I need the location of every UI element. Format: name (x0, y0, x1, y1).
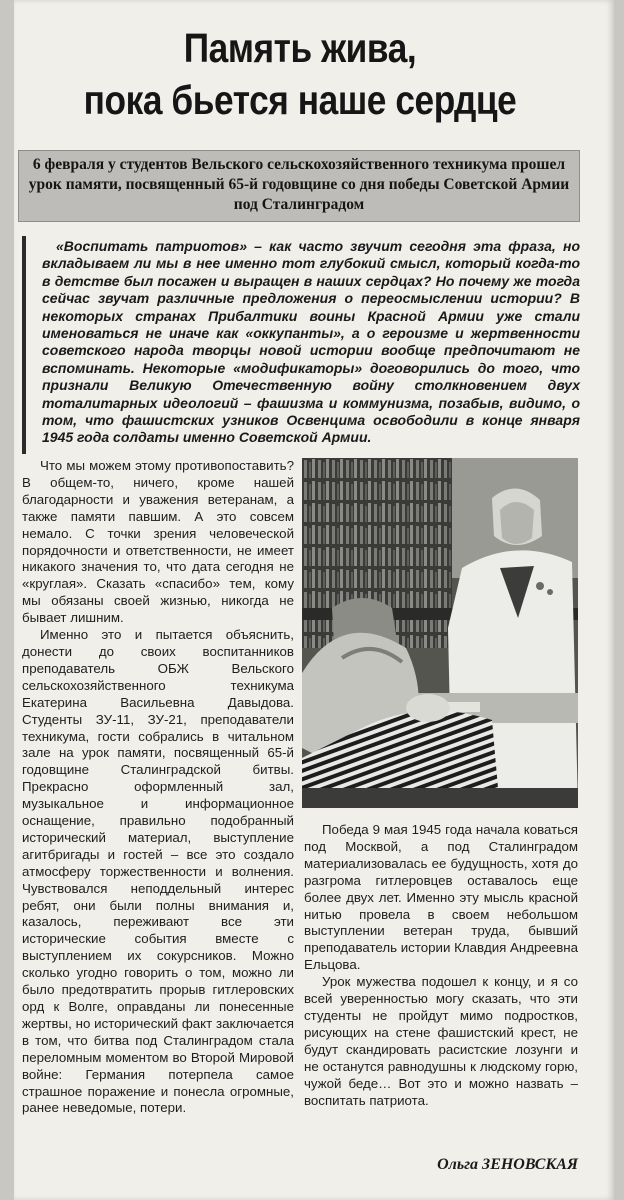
headline-line-2: пока бьется наше сердце (83, 77, 517, 123)
lead-paragraph: «Воспитать патриотов» – как часто звучит сегодня эта фраза, но вкладываем ли мы в нее именно тот глубокий смысл, который когда-то в детстве был посажен и выращен в наших сердцах? Но почему же тогда сейчас звучат различные предложения о переосмыслении истории? В некоторых странах Прибалтики воины Красной Армии уже стали именоваться не иначе как «оккупанты», а о героизме и жертвенности советского народа творцы новой истории вообще предпочитают не вспоминать. Некоторые «модификаторы» договорились до того, что признали Великую Отечественную войну столкновением двух тоталитарных идеологий – фашизма и коммунизма, позабыв, видимо, о том, что фашистских узников Освенцима освободили в конце января 1945 года солдаты именно Советской Армии. (22, 236, 582, 454)
left-paragraph-2: Именно это и пытается объяснить, донести до своих воспитанников преподаватель ОБЖ Вельского сельскохозяйственного техникума Екатерина Васильевна Давыдова. Студенты ЗУ-11, ЗУ-21, преподаватели техникума, гости собрались в читальном зале на урок памяти, посвященный 65-й годовщине Сталинградской битвы. Прекрасно оформленный зал, музыкальное и информационное оснащение, правильно подобранный исторический материал, выступление агитбригады и гостей – все это создало атмосферу торжественности и волнения. Чувствовался неподдельный интерес ребят, они были полны внимания и, казалось, переживают все эти исторические события вместе с выступлением их сокурсников. Можно сколько угодно говорить о том, можно ли было предотвратить прорыв гитлеровских орд к Волге, оправданы ли понесенные жертвы, но исторический факт заключается в том, что битва под Сталинградом стала переломным моментом во Второй Мировой войне: Германия потерпела самое страшное поражение и понесла огромные, ранее неведомые, потери. (22, 627, 294, 1116)
left-paragraph-1: Что мы можем этому противопоставить? В общем-то, ничего, кроме нашей благодарности и уважения ветеранам, а также памяти павшим. А это совсем немало. С точки зрения человеческой порядочности и ответственности, не имеет никакого значения то, что дата сегодня не «круглая». Сказать «спасибо» тем, кому мы обязаны своей жизнью, никогда не бывает лишним. (22, 458, 294, 626)
headline-line-1: Память жива, (183, 25, 417, 71)
author-signature: Ольга ЗЕНОВСКАЯ (437, 1156, 578, 1173)
subheading-box: 6 февраля у студентов Вельского сельскохозяйственного техникума прошел урок памяти, посвященный 65-й годовщине со дня победы Советской Армии под Сталинградом (18, 150, 580, 222)
right-paragraph-2: Урок мужества подошел к концу, и я со всей уверенностью могу сказать, что эти студенты не пройдут мимо подростков, рисующих на стене фашистский крест, не будут скандировать расистские лозунги и не останутся равнодушны к людскому горю, чужой беде… Вот это и можно назвать – воспитать патриота. (304, 974, 578, 1108)
headline (59, 22, 541, 126)
left-column (22, 458, 294, 1158)
classroom-photo (302, 458, 578, 808)
photo-illustration (302, 458, 578, 808)
right-column (304, 822, 578, 1158)
right-paragraph-1: Победа 9 мая 1945 года начала коваться под Москвой, а под Сталинградом материализовалась ее будущность, хотя до разгрома гитлеровцев оставалось еще более двух лет. Именно эту мысль красной нитью провела в своем небольшом выступлении ветеран труда, бывший преподаватель истории Клавдия Андреевна Ельцова. (304, 822, 578, 973)
